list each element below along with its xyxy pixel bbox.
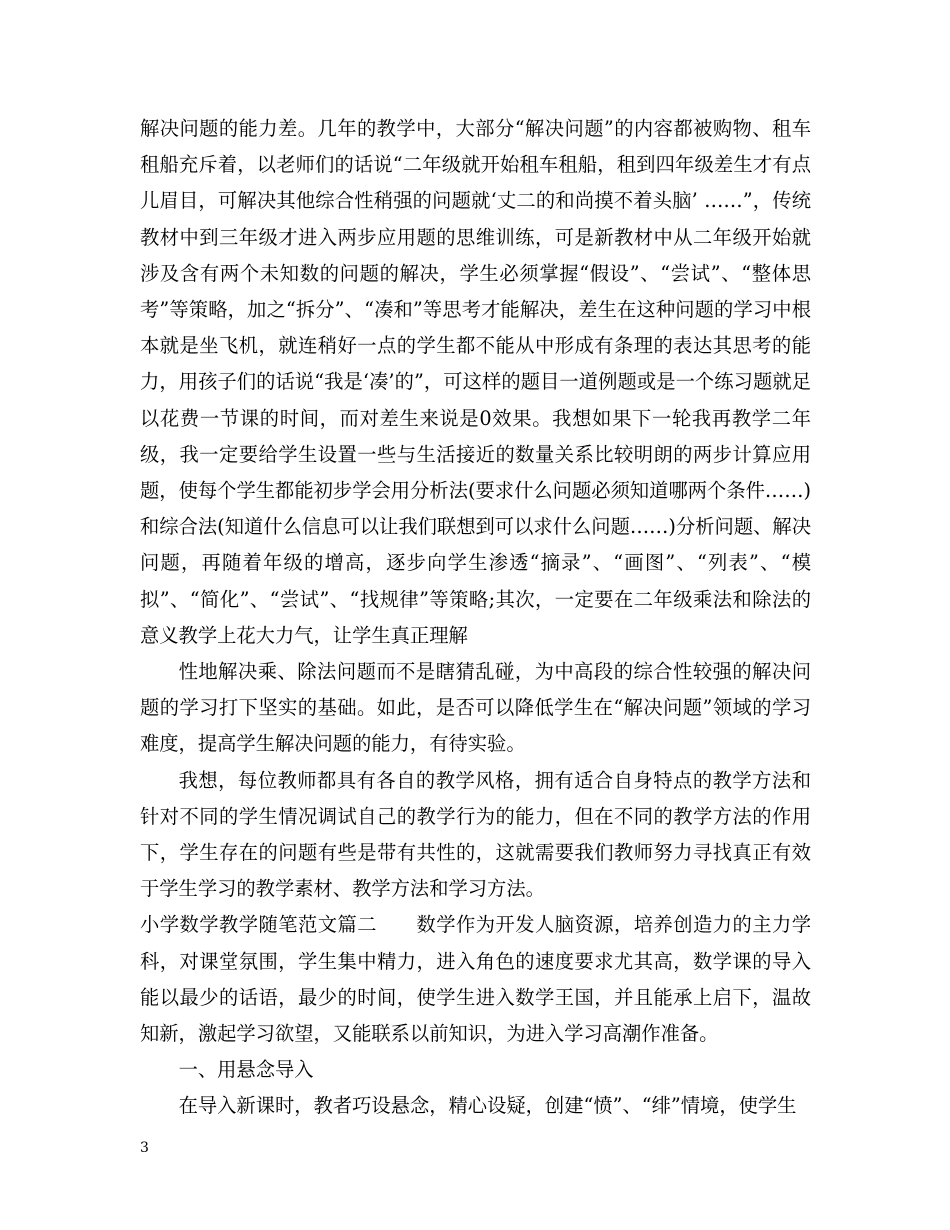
paragraph-1: 解决问题的能力差。几年的教学中，大部分“解决问题”的内容都被购物、租车租船充斥着，以老师们的话说“二年级就开始租车租船，租到四年级差生才有点儿眉目，可解决其他综合性稍强的问题就‘丈二的和尚摸不着头脑’ ……”，传统教材中到三年级才进入两步应用题的思维训练，可是新教材中从二年级开始就涉及含有两个未知数的问题的解决，学生必须掌握“假设”、“尝试”、“整体思考”等策略，加之“拆分”、“凑和”等思考才能解决，差生在这种问题的学习中根本就是坐飞机，就连稍好一点的学生都不能从中形成有条理的表达其思考的能力，用孩子们的话说“我是‘凑’的”，可这样的题目一道例题或是一个练习题就足以花费一节课的时间，而对差生来说是0效果。我想如果下一轮我再教学二年级，我一定要给学生设置一些与生活接近的数量关系比较明朗的两步计算应用题，使每个学生都能初步学会用分析法(要求什么问题必须知道哪两个条件……)和综合法(知道什么信息可以让我们联想到可以求什么问题……)分析问题、解决问题，再随着年级的增高，逐步向学生渗透“摘录”、“画图”、“列表”、“模拟”、“简化”、“尝试”、“找规律”等策略;其次，一定要在二年级乘法和除法的意义教学上花大力气，让学生真正理解 — [140, 117, 811, 647]
body-text — [140, 111, 811, 1125]
page-number: 3 — [140, 1140, 149, 1156]
paragraph-5: 在导入新课时，教者巧设悬念，精心设疑，创建“愤”、“绯”情境，使学生 — [178, 1094, 797, 1118]
paragraph-3: 我想，每位教师都具有各自的教学风格，拥有适合自身特点的教学方法和针对不同的学生情况调试自己的教学行为的能力，但在不同的教学方法的作用下，学生存在的问题有些是带有共性的，这就需要我们教师努力寻找真正有效于学生学习的教学素材、教学方法和学习方法。 — [140, 768, 811, 901]
paragraph-4: 小学数学教学随笔范文篇二 数学作为开发人脑资源，培养创造力的主力学科，对课堂氛围，学生集中精力，进入角色的速度要求尤其高，数学课的导入能以最少的话语，最少的时间，使学生进入数学王国，并且能承上启下，温故知新，激起学习欲望，又能联系以前知识，为进入学习高潮作准备。 — [140, 913, 811, 1046]
section-heading: 一、用悬念导入 — [178, 1058, 314, 1082]
paragraph-2: 性地解决乘、除法问题而不是瞎猜乱碰，为中高段的综合性较强的解决问题的学习打下坚实的基础。如此，是否可以降低学生在“解决问题”领域的学习难度，提高学生解决问题的能力，有待实验。 — [140, 660, 811, 756]
